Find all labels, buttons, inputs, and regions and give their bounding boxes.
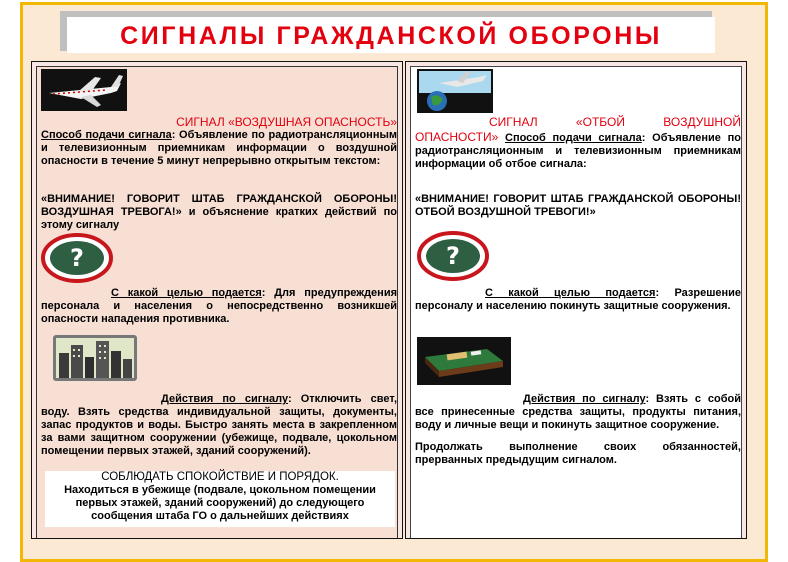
all-clear-method [415, 115, 741, 171]
air-danger-inner [36, 66, 398, 538]
actions-text: : Взять с собой все принесенные средства защиты, продукты питания, воду и личные вещи и покинуть защитное сооружение. [415, 393, 741, 431]
actions-text: : Отключить свет, воду. Взять средства индивидуальной защиты, документы, запас продуктов и воды. Быстро занять места в закрепленном за вами защитном сооружении (убежище, подвале, цокольном помещении первых этажей, зданий сооружений). [41, 393, 397, 457]
purpose-label: С какой целью подается [111, 287, 262, 299]
airplane-icon [41, 69, 127, 111]
air-danger-announcement: «ВНИМАНИЕ! ГОВОРИТ ШТАБ ГРАЖДАНСКОЙ ОБОРОНЫ! ВОЗДУШНАЯ ТРЕВОГА!» и объяснение кратких действий по этому сигналу [41, 193, 397, 231]
actions-label: Действия по сигналу [161, 393, 288, 405]
purpose-text: : Для предупреждения персонала и населения о непосредственно возникшей опасности нападения противника. [41, 287, 398, 325]
all-clear-actions [415, 393, 741, 432]
poster-title: СИГНАЛЫ ГРАЖДАНСКОЙ ОБОРОНЫ [67, 17, 715, 53]
air-danger-method [41, 129, 397, 168]
actions-label: Действия по сигналу [523, 393, 646, 405]
air-danger-actions [41, 393, 397, 458]
office-desk-icon [417, 337, 511, 385]
globe-airplane-icon [417, 69, 493, 113]
method-text: : Объявление по радиотрансляционным и телевизионным приемникам информации об отбое сигнала: [415, 132, 741, 170]
all-clear-continue: Продолжать выполнение своих обязанностей, прерванных предыдущим сигналом. [415, 441, 741, 466]
calm-notice [45, 471, 395, 527]
air-danger-purpose [41, 287, 397, 326]
question-icon [41, 233, 113, 283]
svg-text:?: ? [70, 244, 84, 272]
all-clear-inner [410, 66, 742, 538]
all-clear-purpose [415, 287, 741, 313]
question-icon [417, 231, 489, 281]
air-danger-signal-title: СИГНАЛ «ВОЗДУШНАЯ ОПАСНОСТЬ» [176, 115, 397, 129]
all-clear-panel [405, 61, 747, 539]
purpose-text: : Разрешение персоналу и населению покинуть защитные сооружения. [415, 287, 742, 312]
all-clear-signal-title: СИГНАЛ «ОТБОЙ ВОЗДУШНОЙ ОПАСНОСТИ» [415, 115, 741, 144]
method-label: Способ подачи сигнала [505, 132, 642, 144]
calm-notice-body: Находиться в убежище (подвале, цокольном помещении первых этажей, зданий сооружений) до следующего сообщения штаба ГО о дальнейших действиях [64, 484, 376, 522]
city-buildings-icon [53, 335, 137, 381]
air-danger-panel [31, 61, 403, 539]
svg-text:?: ? [446, 242, 460, 270]
purpose-label: С какой целью подается [485, 287, 656, 299]
method-text: : Объявление по радиотрансляционным и телевизионным приемникам информации о воздушной опасности в течение 5 минут непрерывно открытым текстом: [41, 129, 397, 167]
method-label: Способ подачи сигнала [41, 129, 172, 141]
calm-notice-head: СОБЛЮДАТЬ СПОКОЙСТВИЕ И ПОРЯДОК. [101, 471, 339, 483]
all-clear-announcement: «ВНИМАНИЕ! ГОВОРИТ ШТАБ ГРАЖДАНСКОЙ ОБОРОНЫ! ОТБОЙ ВОЗДУШНОЙ ТРЕВОГИ!» [415, 193, 741, 218]
